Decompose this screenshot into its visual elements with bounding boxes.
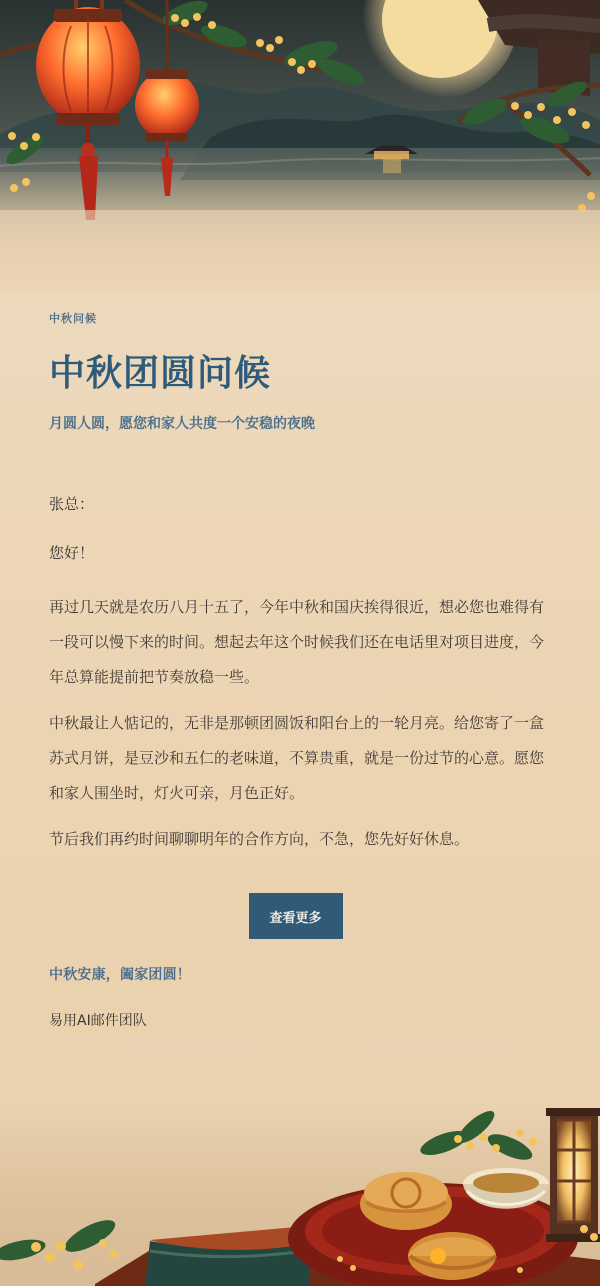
email-eyebrow: 中秋问候	[49, 312, 97, 325]
cta-container	[49, 893, 554, 939]
body-paragraph-2: 中秋最让人惦记的，无非是那顿团圆饭和阳台上的一轮月亮。给您寄了一盒苏式月饼，是豆沙和五仁的老味道，不算贵重，就是一份过节的心意。愿您和家人围坐时，灯火可亲，月色正好。	[49, 714, 545, 802]
email-signature: 易用AI邮件团队	[49, 1013, 147, 1029]
email-content	[49, 300, 554, 1031]
email-subtitle: 月圆人圆，愿您和家人共度一个安稳的夜晚	[49, 416, 315, 432]
recipient-greeting: 张总：	[49, 495, 95, 513]
body-paragraph-3: 节后我们再约时间聊聊明年的合作方向，不急，您先好好休息。	[49, 830, 470, 848]
closing-blessing: 中秋安康，阖家团圆！	[49, 967, 191, 983]
email-title: 中秋团圆问候	[49, 353, 272, 394]
mooncake-footer-illustration	[0, 1036, 600, 1286]
body-paragraph-1: 再过几天就是农历八月十五了，今年中秋和国庆挨得很近，想必您也难得有一段可以慢下来的时间。想起去年这个时候我们还在电话里对项目进度，今年总算能提前把节奏放稳一些。	[49, 598, 545, 686]
view-more-button[interactable]: 查看更多	[249, 893, 343, 939]
mid-autumn-header-illustration	[0, 0, 600, 290]
hello-line: 您好！	[49, 544, 95, 562]
